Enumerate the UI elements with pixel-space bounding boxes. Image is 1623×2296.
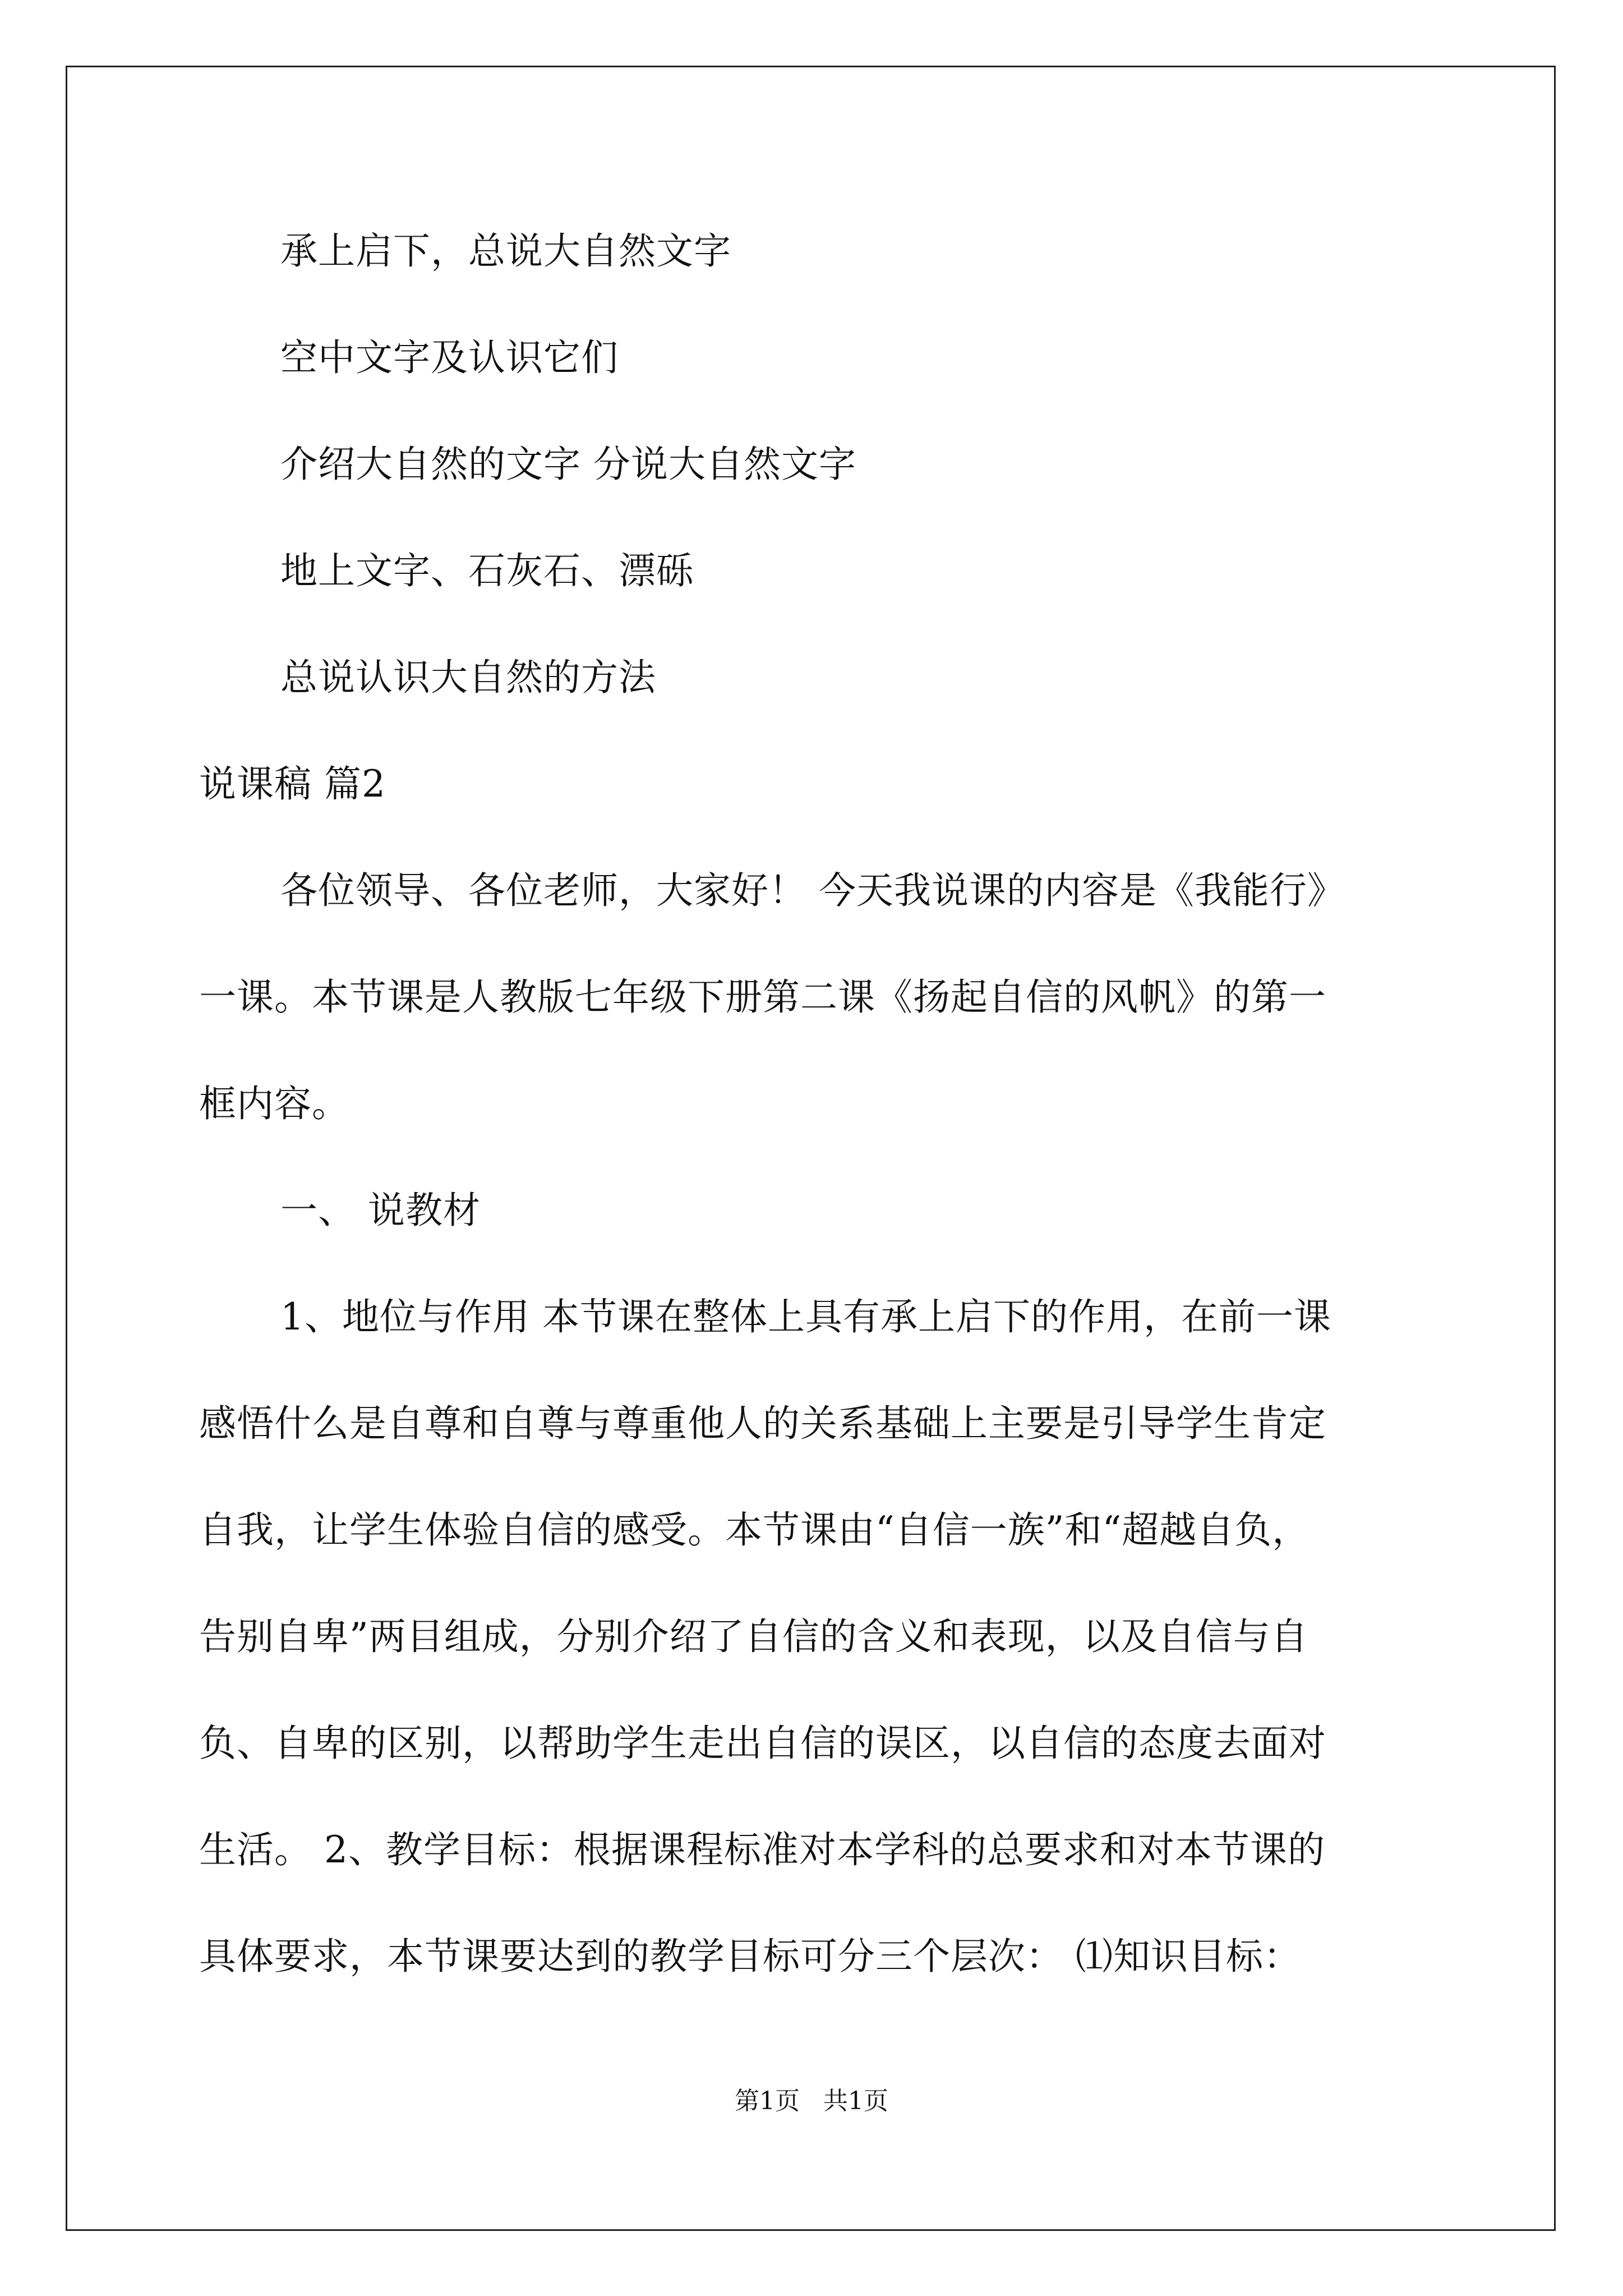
outline-line-4: 地上文字、石灰石、漂砾 — [280, 549, 694, 592]
body-line-5: 1、地位与作用 本节课在整体上具有承上启下的作用，在前一课 — [280, 1295, 1331, 1338]
body-line-8: 告别自卑”两目组成，分别介绍了自信的含义和表现，以及自信与自 — [199, 1615, 1308, 1658]
section-heading: 说课稿 篇2 — [199, 762, 386, 806]
outline-line-3: 介绍大自然的文字 分说大自然文字 — [280, 443, 856, 486]
body-line-9: 负、自卑的区别，以帮助学生走出自信的误区，以自信的态度去面对 — [199, 1722, 1326, 1765]
body-line-6: 感悟什么是自尊和自尊与尊重他人的关系基础上主要是引导学生肯定 — [199, 1402, 1326, 1445]
outline-line-1: 承上启下，总说大自然文字 — [280, 229, 731, 273]
outline-line-5: 总说认识大自然的方法 — [280, 656, 656, 699]
body-line-1: 各位领导、各位老师，大家好！ 今天我说课的内容是《我能行》 — [280, 869, 1345, 912]
outline-line-2: 空中文字及认识它们 — [280, 336, 619, 379]
page-border — [66, 66, 1556, 2231]
body-line-2: 一课。本节课是人教版七年级下册第二课《扬起自信的风帆》的第一 — [199, 976, 1326, 1019]
body-line-11: 具体要求，本节课要达到的教学目标可分三个层次： ⑴知识目标： — [199, 1935, 1301, 1978]
body-line-10: 生活。 2、教学目标：根据课程标准对本学科的总要求和对本节课的 — [199, 1828, 1325, 1871]
page-number-footer: 第1页 共1页 — [735, 2087, 888, 2115]
body-line-7: 自我，让学生体验自信的感受。本节课由“自信一族”和“超越自负， — [199, 1508, 1310, 1552]
subheading-teaching-material: 一、 说教材 — [280, 1189, 481, 1232]
body-line-3: 框内容。 — [199, 1082, 349, 1125]
